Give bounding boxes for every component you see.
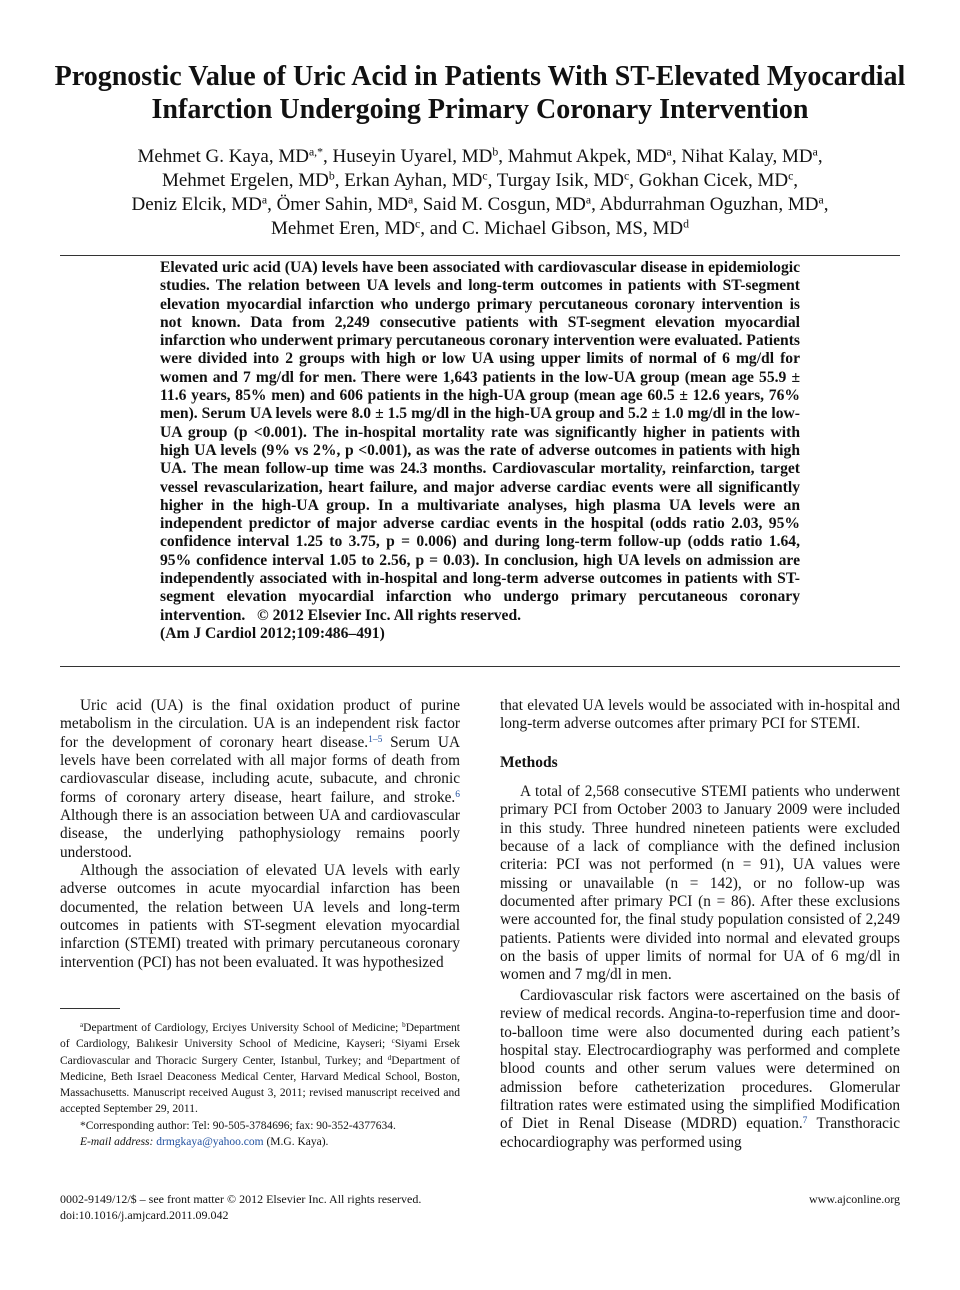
affiliation-marker: a bbox=[80, 1021, 84, 1030]
affiliation-text: Siyami Ersek Cardiovascular and Thoracic Surgery Center, Istanbul, Turkey; and bbox=[60, 1038, 460, 1067]
affiliations-footnote bbox=[60, 1020, 460, 1118]
article-title: Prognostic Value of Uric Acid in Patients With ST-Elevated Myocardial Infarction Undergoing Primary Coronary Intervention bbox=[54, 61, 906, 125]
affiliation-marker: c bbox=[391, 1037, 395, 1046]
affiliation-marker: c bbox=[415, 217, 421, 231]
affiliation-marker: a bbox=[261, 193, 268, 207]
methods-p2-text-a: Cardiovascular risk factors were ascertained on the basis of review of medical records. Angina-to-reperfusion time and door-to-balloon time were also documented during each patient’s hospital stay. Electrocardiography was performed and complete blood counts and other serum values were determined on admission before catheterization procedures. Glomerular filtration rates were estimated using the simplified Modification of Diet in Renal Disease (MDRD) equation. bbox=[500, 986, 900, 1133]
abstract-citation: (Am J Cardiol 2012;109:486–491) bbox=[160, 624, 385, 642]
email-owner: (M.G. Kaya). bbox=[266, 1136, 329, 1149]
author-name: Mehmet Eren, MD bbox=[270, 218, 416, 239]
affiliation-text: Department of Cardiology, Balıkesir University School of Medicine, Kayseri; bbox=[60, 1022, 460, 1051]
methods-p1-text: A total of 2,568 consecutive STEMI patients who underwent primary PCI from October 2003 to January 2009 were included in this study. Three hundred nineteen patients were excluded because of a lack of compliance with the defined inclusion criteria: PCI was not performed (n = 91), UA values were missing or unavailable (n = 142), or no follow-up was documented after primary PCI (n = 86). After these exclusions were accounted for, the final study population consisted of 2,249 patients. Patients were divided into normal and elevated groups on the basis of upper limits of normal for UA of 6 mg/dl in women and 7 mg/dl in men. bbox=[500, 783, 900, 984]
citation-ref-7[interactable]: 7 bbox=[802, 1116, 808, 1127]
citation-ref-1-5[interactable]: 1–5 bbox=[368, 734, 383, 745]
abstract-copyright: © 2012 Elsevier Inc. All rights reserved. bbox=[257, 606, 522, 624]
abstract bbox=[160, 259, 800, 643]
methods-heading: Methods bbox=[500, 753, 558, 771]
journal-website[interactable]: www.ajconline.org bbox=[809, 1192, 900, 1206]
affiliation-marker: b bbox=[492, 145, 499, 159]
intro-paragraph-2-continued bbox=[500, 697, 900, 734]
affiliation-marker: b bbox=[328, 169, 335, 183]
affiliation-marker: c bbox=[482, 169, 488, 183]
manuscript-dates: Manuscript received August 3, 2011; revised manuscript received and accepted September 29, 2011. bbox=[60, 1087, 460, 1116]
author-name: Said M. Cosgun, MD bbox=[422, 194, 586, 215]
citation-ref-6[interactable]: 6 bbox=[455, 789, 460, 800]
affiliation-marker: b bbox=[402, 1021, 406, 1030]
author-name: Turgay Isik, MD bbox=[496, 170, 624, 191]
author-name: Ömer Sahin, MD bbox=[276, 194, 408, 215]
affiliation-marker: a bbox=[666, 145, 672, 159]
body-column-left bbox=[60, 697, 460, 972]
author-list: Mehmet G. Kaya, $MD^{a,*}$, Huseyin Uyarel, $MD^b$, Mahmut Akpek, $MD^a$, Nihat Kalay, $MD^a$, Mehmet Ergelen, $MD^b$, Erkan Ayhan, $MD^c$, Turgay Isik, $MD^c$, Gokhan Cicek, $MD^c$, Deniz Elcik, $MD^a$, Ömer Sahin, $MD^a$, Said M. Cosgun, $MD^a$, Abdurrahman Oguzhan, $MD^a$, Mehmet Eren, $MD^c$, and C. Michael Gibson, MS, $MD^d$ bbox=[131, 145, 829, 239]
affiliation-marker: c bbox=[623, 169, 630, 183]
abstract-text: Elevated uric acid (UA) levels have been associated with cardiovascular disease in epidemiologic studies. The relation between UA levels and long-term outcomes in patients with ST-segment elevation myocardial infarction who undergo primary percutaneous coronary intervention is not known. Data from 2,249 consecutive patients with ST-segment elevation myocardial infarction who underwent primary percutaneous coronary intervention were evaluated. Patients were divided into 2 groups with high or low UA using upper limits of normal of 6 mg/dl for women and 7 mg/dl for men. There were 1,643 patients in the low-UA group (mean age 55.9 ± 11.6 years, 85% men) and 606 patients in the high-UA group (mean age 60.5 ± 12.6 years, 76% men). Serum UA levels were 8.0 ± 1.5 mg/dl in the high-UA group and 5.2 ± 1.0 mg/dl in the low-UA group (p <0.001). The in-hospital mortality rate was significantly higher in patients with high UA levels (9% vs 2%, p <0.001), as was the rate of adverse outcomes in patients with high UA. The mean follow-up time was 24.3 months. Cardiovascular mortality, reinfarction, target vessel revascularization, heart failure, and major adverse cardiac events were all significantly higher in the high-UA group. In a multivariate analyses, high plasma UA levels were an independent predictor of major adverse cardiac events in the hospital (odds ratio 2.03, 95% confidence interval 1.25 to 3.75, p = 0.006) and during long-term follow-up (odds ratio 1.64, 95% confidence interval 1.05 to 2.56, p = 0.03). In conclusion, high UA levels on admission are independently associated with in-hospital and long-term adverse outcomes in patients with ST-segment elevation myocardial infarction who undergo primary percutaneous coronary intervention. bbox=[160, 259, 800, 624]
author-name: Nihat Kalay, MD bbox=[681, 146, 813, 167]
email-line bbox=[60, 1134, 460, 1150]
footnotes bbox=[60, 1020, 460, 1150]
author-name: Abdurrahman Oguzhan, MD bbox=[599, 194, 819, 215]
author-name: Mehmet Ergelen, MD bbox=[161, 170, 329, 191]
abstract-bottom-rule bbox=[60, 666, 900, 667]
author-name: Erkan Ayhan, MD bbox=[344, 170, 483, 191]
intro-p2-continued-text: that elevated UA levels would be associated with in-hospital and long-term adverse outcomes after primary PCI for STEMI. bbox=[500, 697, 900, 733]
affiliation-marker: d bbox=[683, 217, 690, 231]
email-link[interactable]: drmgkaya@yahoo.com bbox=[156, 1136, 264, 1149]
intro-p1-text-c: Although there is an association between UA and cardiovascular disease, the underlying pathophysiology remains poorly understood. bbox=[60, 807, 460, 861]
affiliation-marker: a bbox=[585, 193, 592, 207]
intro-p1-text-b: Serum UA levels have been correlated with all major forms of death from cardiovascular disease, including acute, subacute, and chronic forms of coronary artery disease, heart failure, and stroke. bbox=[60, 733, 460, 806]
footer-left bbox=[60, 1191, 421, 1223]
abstract-top-rule bbox=[60, 255, 900, 256]
affiliation-marker: d bbox=[387, 1053, 392, 1062]
affiliation-marker: a bbox=[407, 193, 414, 207]
footnote-rule bbox=[60, 1008, 120, 1009]
methods-paragraph-2 bbox=[500, 987, 900, 1152]
methods-paragraph-1 bbox=[500, 783, 900, 985]
author-name: Mahmut Akpek, MD bbox=[507, 146, 667, 167]
methods-p2-text-b: Transthoracic echocardiography was performed using bbox=[500, 1115, 900, 1151]
intro-paragraph-1 bbox=[60, 697, 460, 862]
author-name: Huseyin Uyarel, MD bbox=[332, 146, 493, 167]
affiliation-text: Department of Cardiology, Erciyes University School of Medicine; bbox=[83, 1022, 403, 1034]
doi-line[interactable]: doi:10.1016/j.amjcard.2011.09.042 bbox=[60, 1208, 229, 1222]
email-label: E-mail address: bbox=[80, 1136, 154, 1149]
intro-p1-text-a: Uric acid (UA) is the final oxidation product of purine metabolism in the circulation. UA is an independent risk factor for the development of coronary heart disease. bbox=[60, 697, 460, 751]
author-name: Gokhan Cicek, MD bbox=[638, 170, 789, 191]
intro-p2-text: Although the association of elevated UA levels with early adverse outcomes in acute myocardial infarction has been documented, the relation between UA levels and long-term outcomes in patients with ST-segment elevation myocardial infarction (STEMI) treated with primary percutaneous coronary intervention (PCI) has not been evaluated. It was hypothesized bbox=[60, 862, 460, 971]
author-name: Deniz Elcik, MD bbox=[131, 194, 262, 215]
affiliation-marker: a,* bbox=[308, 145, 323, 159]
body-column-right bbox=[500, 697, 900, 1152]
corresponding-author: *Corresponding author: Tel: 90-505-3784696; fax: 90-352-4377634. bbox=[80, 1119, 396, 1132]
affiliation-marker: a bbox=[812, 145, 818, 159]
issn-line: 0002-9149/12/$ – see front matter © 2012 Elsevier Inc. All rights reserved. bbox=[60, 1192, 422, 1206]
intro-paragraph-2 bbox=[60, 862, 460, 972]
affiliation-text: Department of Medicine, Beth Israel Deaconess Medical Center, Harvard Medical School, Boston, Massachusetts. bbox=[60, 1054, 460, 1100]
affiliation-marker: c bbox=[788, 169, 794, 183]
author-name: C. Michael Gibson, MS, MD bbox=[461, 218, 684, 239]
author-name: Mehmet G. Kaya, MD bbox=[137, 146, 309, 167]
affiliation-marker: a bbox=[818, 193, 824, 207]
